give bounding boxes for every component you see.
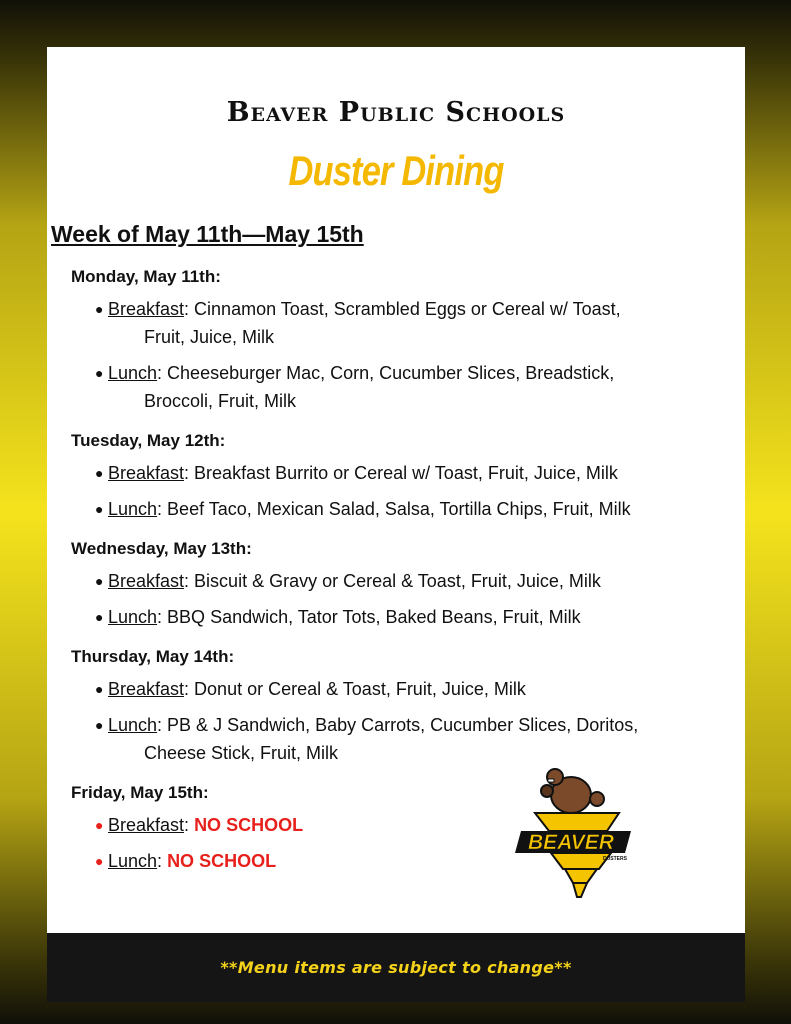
breakfast-item-thursday: ● Breakfast: Donut or Cereal & Toast, Fruit, Juice, Milk: [95, 679, 526, 699]
lunch-item-monday: ● Lunch: Cheeseburger Mac, Corn, Cucumber Slices, Breadstick, Broccoli, Fruit, Milk: [108, 359, 728, 423]
lunch-item-wednesday: ● Lunch: BBQ Sandwich, Tator Tots, Baked Beans, Fruit, Milk: [95, 607, 581, 627]
day-heading-thursday: Thursday, May 14th:: [71, 647, 235, 666]
page-subtitle: Duster Dining: [288, 147, 504, 194]
meal-items: : Cheeseburger Mac, Corn, Cucumber Slices, Breadstick,: [157, 363, 615, 383]
meal-label: Lunch: [108, 363, 158, 383]
page-title: Beaver Public Schools: [226, 97, 566, 128]
meal-items-cont: Broccoli, Fruit, Milk: [144, 391, 297, 411]
breakfast-item-monday: ● Breakfast: Cinnamon Toast, Scrambled Eggs or Cereal w/ Toast, Fruit, Juice, Milk: [108, 295, 728, 359]
meal-items: : BBQ Sandwich, Tator Tots, Baked Beans, Fruit, Milk: [157, 607, 581, 627]
day-heading-tuesday: Tuesday, May 12th:: [71, 431, 226, 450]
footer-note: **Menu items are subject to change**: [220, 958, 572, 977]
menu-page: [47, 47, 745, 933]
footer-banner: [47, 933, 745, 1002]
meal-items-cont: Cheese Stick, Fruit, Milk: [144, 743, 339, 763]
no-school-status: NO SCHOOL: [194, 815, 304, 835]
breakfast-item-tuesday: ● Breakfast: Breakfast Burrito or Cereal w/ Toast, Fruit, Juice, Milk: [95, 463, 618, 483]
menu-days: [47, 259, 745, 883]
meal-label: Breakfast: [108, 815, 185, 835]
lunch-item-tuesday: ● Lunch: Beef Taco, Mexican Salad, Salsa, Tortilla Chips, Fruit, Milk: [95, 499, 631, 519]
meal-sep: :: [184, 815, 195, 835]
logo-tag: DUSTERS: [603, 856, 627, 862]
week-heading: Week of May 11th—May 15th: [51, 221, 364, 247]
meal-sep: :: [157, 851, 168, 871]
meal-items: : Cinnamon Toast, Scrambled Eggs or Cereal w/ Toast,: [184, 299, 621, 319]
meal-items: : Breakfast Burrito or Cereal w/ Toast, Fruit, Juice, Milk: [184, 463, 618, 483]
meal-label: Lunch: [108, 499, 158, 519]
lunch-item-thursday: ● Lunch: PB & J Sandwich, Baby Carrots, Cucumber Slices, Doritos, Cheese Stick, Fruit, Milk: [108, 711, 728, 775]
meal-items: : Biscuit & Gravy or Cereal & Toast, Fruit, Juice, Milk: [184, 571, 601, 591]
meal-items: : Donut or Cereal & Toast, Fruit, Juice, Milk: [184, 679, 526, 699]
meal-items: : PB & J Sandwich, Baby Carrots, Cucumber Slices, Doritos,: [157, 715, 639, 735]
beaver-dusters-logo: [515, 765, 639, 899]
day-heading-monday: Monday, May 11th:: [71, 267, 221, 286]
day-heading-wednesday: Wednesday, May 13th:: [71, 539, 252, 558]
breakfast-item-wednesday: ● Breakfast: Biscuit & Gravy or Cereal & Toast, Fruit, Juice, Milk: [95, 571, 601, 591]
breakfast-item-friday: ● Breakfast: NO SCHOOL: [95, 815, 304, 835]
day-heading-friday: Friday, May 15th:: [71, 783, 209, 802]
logo-word: BEAVER: [528, 831, 614, 854]
meal-label: Lunch: [108, 607, 158, 627]
lunch-item-friday: ● Lunch: NO SCHOOL: [95, 851, 277, 871]
meal-label: Lunch: [108, 851, 158, 871]
meal-label: Breakfast: [108, 299, 185, 319]
meal-items: : Beef Taco, Mexican Salad, Salsa, Tortilla Chips, Fruit, Milk: [157, 499, 631, 519]
meal-items-cont: Fruit, Juice, Milk: [144, 327, 275, 347]
meal-label: Breakfast: [108, 463, 185, 483]
meal-label: Breakfast: [108, 679, 185, 699]
no-school-status: NO SCHOOL: [167, 851, 277, 871]
meal-label: Breakfast: [108, 571, 185, 591]
meal-label: Lunch: [108, 715, 158, 735]
